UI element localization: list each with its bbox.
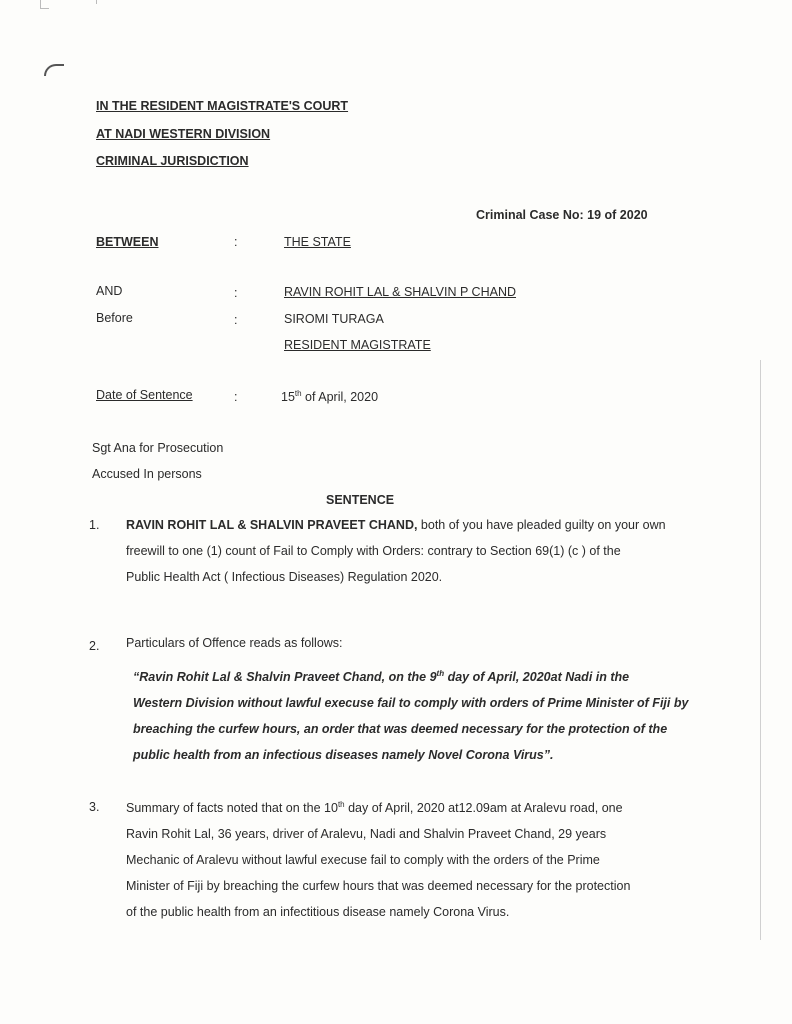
- court-division: AT NADI WESTERN DIVISION: [96, 127, 271, 141]
- accused-names: RAVIN ROHIT LAL & SHALVIN P CHAND: [284, 285, 517, 299]
- colon: :: [234, 313, 238, 327]
- scan-mark: [96, 0, 101, 4]
- page-edge-shadow: [760, 360, 761, 940]
- paragraph-2-intro: Particulars of Offence reads as follows:: [126, 636, 343, 650]
- between-value: THE STATE: [284, 235, 351, 249]
- accused-status: Accused In persons: [92, 467, 202, 481]
- magistrate-name: SIROMI TURAGA: [284, 312, 384, 326]
- magistrate-title: RESIDENT MAGISTRATE: [284, 338, 431, 352]
- before-label: Before: [96, 311, 133, 325]
- para-number: 3.: [89, 800, 100, 814]
- colon: :: [234, 235, 238, 249]
- paragraph-1: RAVIN ROHIT LAL & SHALVIN PRAVEET CHAND, both of you have pleaded guilty on your own freewill to one (1) count of Fail to Comply with Orders: contrary to Section 69(1) (c ) of the Public Health Act ( Infectious Diseases) Regulation 2020.: [126, 518, 666, 584]
- case-number: Criminal Case No: 19 of 2020: [476, 208, 648, 222]
- court-name: IN THE RESIDENT MAGISTRATE'S COURT: [96, 99, 349, 113]
- staple-mark: [44, 64, 64, 76]
- paragraph-2-quote: “Ravin Rohit Lal & Shalvin Praveet Chand, on the 9th day of April, 2020at Nadi in the Western Division without lawful execuse fail to comply with orders of Prime Minister of Fiji by breaching the curfew hours, an order that was deemed necessary for the protection of the public health from an infectious diseases namely Novel Corona Virus”.: [133, 669, 689, 763]
- between-label: BETWEEN: [96, 235, 159, 249]
- section-title: SENTENCE: [326, 493, 395, 507]
- prosecution: Sgt Ana for Prosecution: [92, 441, 224, 455]
- para-number: 1.: [89, 518, 100, 532]
- date-label: Date of Sentence: [96, 388, 193, 402]
- scan-mark: [40, 0, 49, 9]
- court-jurisdiction: CRIMINAL JURISDICTION: [96, 154, 249, 168]
- colon: :: [234, 286, 238, 300]
- paragraph-3: Summary of facts noted that on the 10th day of April, 2020 at12.09am at Aralevu road, one Ravin Rohit Lal, 36 years, driver of Aralevu, Nadi and Shalvin Praveet Chand, 29 years Mechanic of Aralevu without lawful execuse fail to comply with the orders of the Prime Minister of Fiji by breaching the curfew hours that was deemed necessary for the protection of the public health from an infectitious disease namely Corona Virus.: [126, 800, 631, 920]
- sentence-date: 15th of April, 2020: [281, 389, 379, 405]
- colon: :: [234, 390, 238, 404]
- and-label: AND: [96, 284, 123, 298]
- para-number: 2.: [89, 639, 100, 653]
